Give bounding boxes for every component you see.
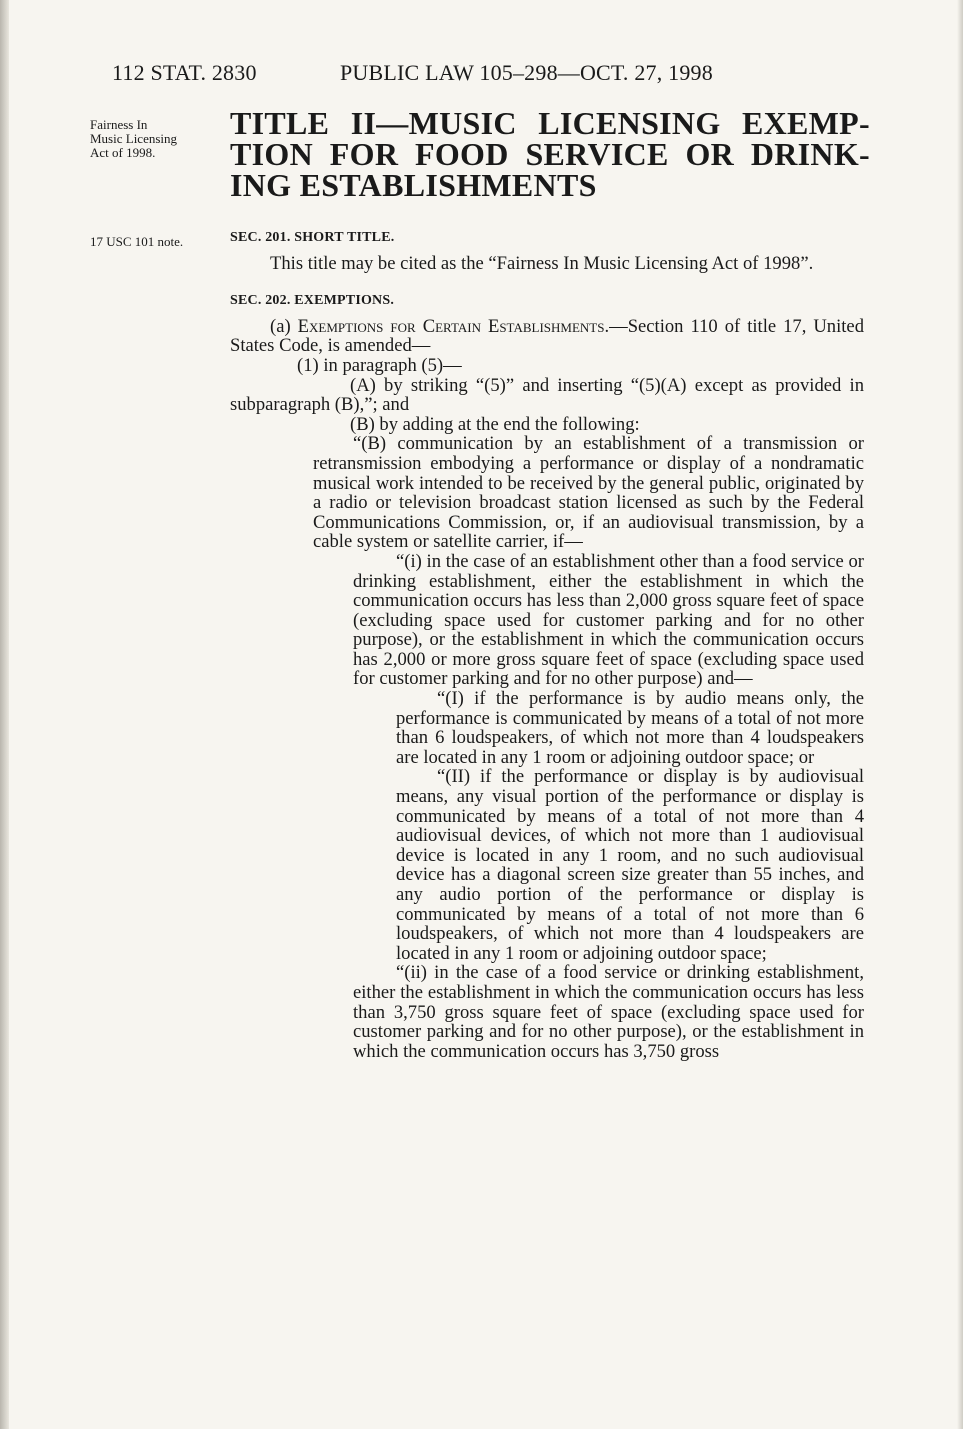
- scan-right-edge: [957, 0, 963, 1429]
- margin-note-line: Act of 1998.: [90, 145, 156, 160]
- subsection-a-label: (a): [270, 315, 291, 337]
- subparagraph-a: (A) by striking “(5)” and inserting “(5)(A) except as provided in subparagraph (B),”; and: [230, 374, 864, 416]
- subsection-a-caption: Exemptions for Certain Establishments: [297, 315, 605, 337]
- section-202-heading: SEC. 202. EXEMPTIONS.: [230, 293, 395, 309]
- subparagraph-b: (B) by adding at the end the following:: [350, 413, 640, 435]
- statute-page-number: 112 STAT. 2830: [112, 60, 257, 85]
- subclause-II: “(II) if the performance or display is by audiovisual means, any visual portion of the performance or display is communicated by means of a total of not more than 4 audiovisual devices, of which not more than 1 audiovisual device is located in any 1 room, and no such audiovisual device has a diagonal screen size greater than 55 inches, and any audio portion of the performance or display is communicated by means of a total of not more than 6 loudspeakers, of which not more than 4 loudspeakers are located in any 1 room or adjoining outdoor space;: [396, 766, 864, 964]
- title-line: TITLE II—MUSIC LICENSING EXEMP-: [230, 105, 870, 141]
- subsection-a-text: .—Section 110 of title 17, United States Code, is amended—: [230, 315, 864, 357]
- margin-note-act-name: [90, 118, 177, 160]
- margin-note-line: Music Licensing: [90, 131, 178, 146]
- document-body: [230, 228, 864, 1061]
- paragraph-1: (1) in paragraph (5)—: [297, 354, 462, 376]
- margin-note-usc: 17 USC 101 note.: [90, 234, 184, 249]
- title-heading: [230, 105, 870, 203]
- title-line: TION FOR FOOD SERVICE OR DRINK-: [230, 136, 870, 172]
- clause-ii: “(ii) in the case of a food service or drinking establishment, either the establishment in which the communication occurs has less than 3,750 gross square feet of space (excluding space used for customer parking and for no other purpose), or the establishment in which the communication occurs has 3,750 gross: [353, 962, 864, 1062]
- section-201-heading: SEC. 201. SHORT TITLE.: [230, 230, 395, 245]
- subsection-a: [230, 317, 864, 356]
- section-201-text: This title may be cited as the “Fairness In Music Licensing Act of 1998”.: [270, 252, 814, 274]
- quoted-subparagraph-b: “(B) communication by an establishment of a transmission or retransmission embodying a performance or display of a nondramatic musical work intended to be received by the general public, originated by a radio or television broadcast station licensed as such by the Federal Communications Commission, or, if an audiovisual transmission, by a cable system or satellite carrier, if—: [313, 433, 864, 553]
- clause-i: “(i) in the case of an establishment other than a food service or drinking establishment, either the establishment in which the communication occurs has less than 2,000 gross square feet of space (excluding space used for customer parking and for no other purpose), or the establishment in which the communication occurs has 2,000 or more gross square feet of space (excluding space used for customer parking and for no other purpose) and—: [353, 550, 864, 690]
- scan-left-edge: [0, 0, 9, 1429]
- margin-note-line: Fairness In: [90, 117, 148, 132]
- title-line: ING ESTABLISHMENTS: [230, 167, 597, 203]
- public-law-citation: PUBLIC LAW 105–298—OCT. 27, 1998: [340, 60, 713, 85]
- subclause-I: “(I) if the performance is by audio means only, the performance is communicated by means of a total of not more than 6 loudspeakers, of which not more than 4 loudspeakers are located in any 1 room or adjoining outdoor space; or: [396, 688, 864, 768]
